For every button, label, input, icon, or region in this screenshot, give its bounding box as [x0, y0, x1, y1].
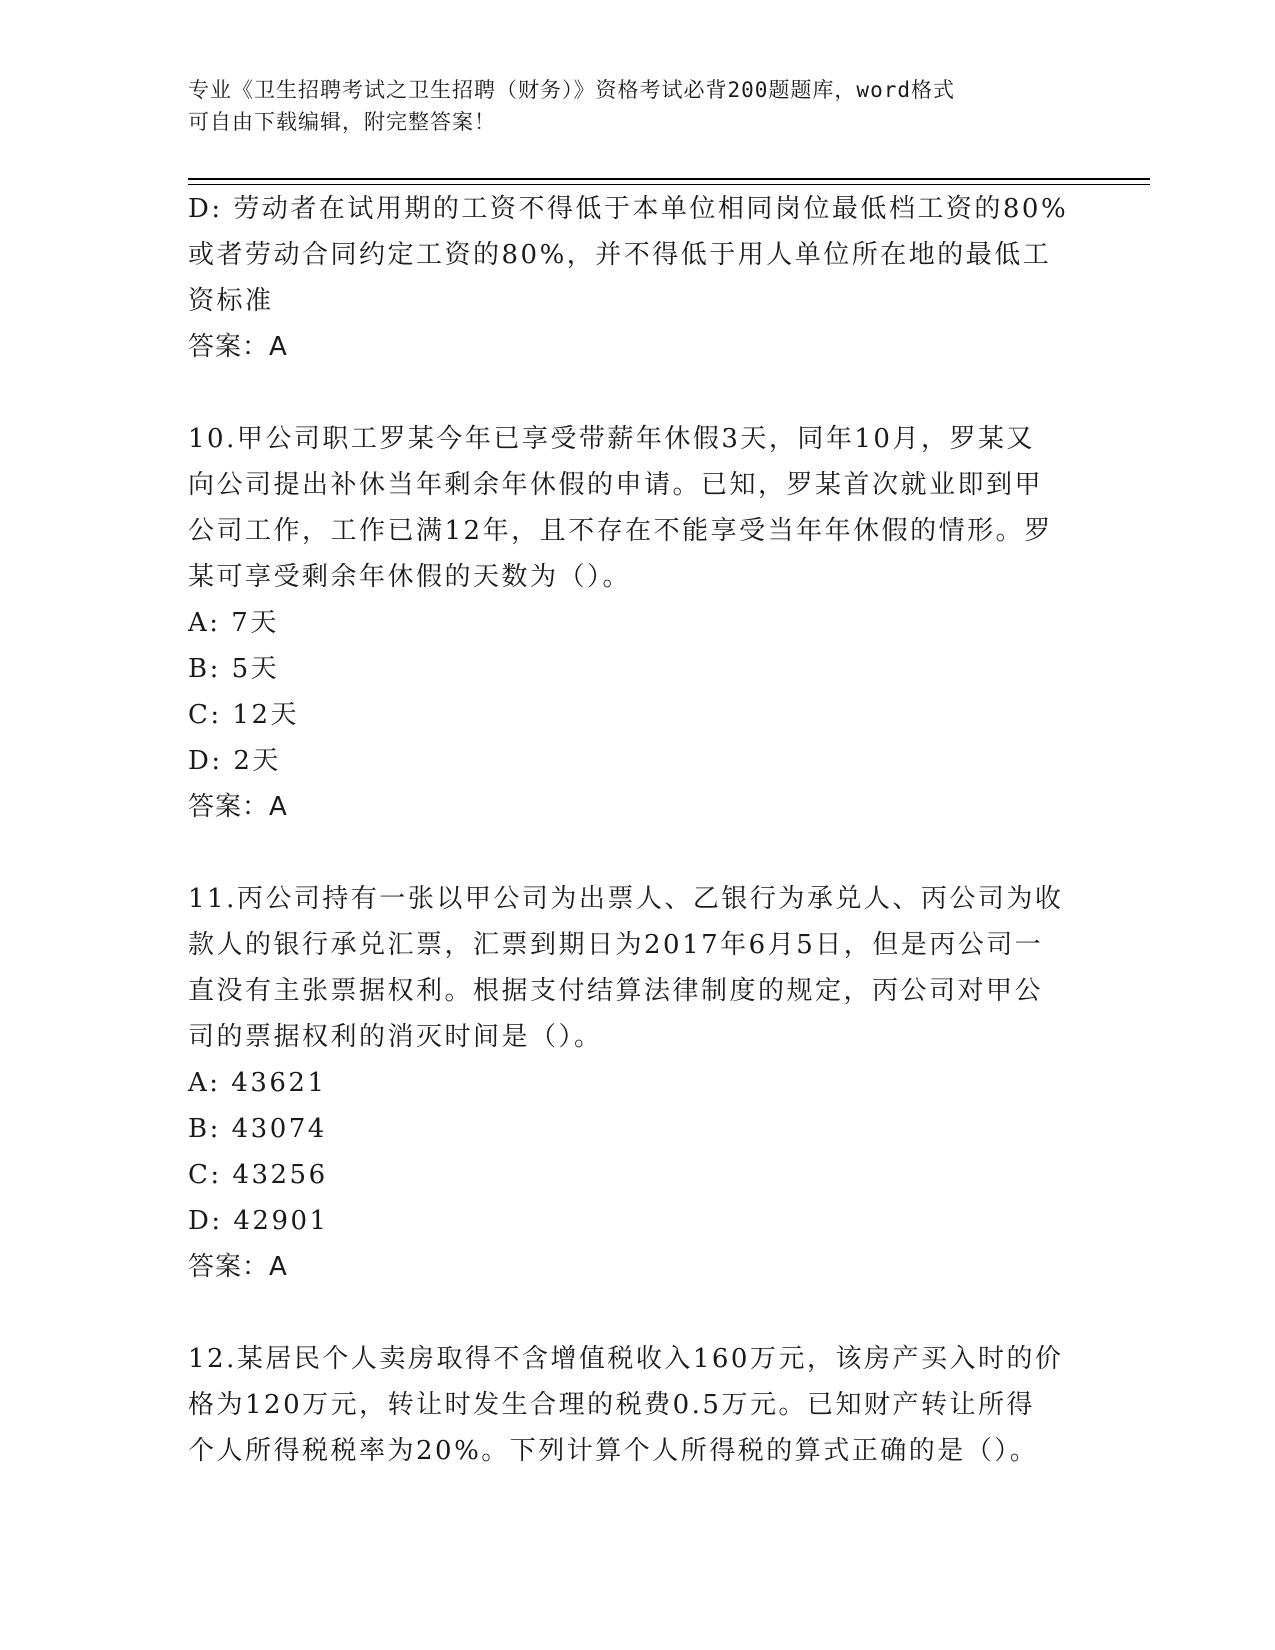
option-text-line: 资标准 — [188, 286, 274, 316]
question-stem-line: 款人的银行承兑汇票，汇票到期日为2017年6月5日，但是丙公司一 — [188, 930, 1044, 960]
header-divider-thick — [188, 178, 1150, 180]
question-stem-line: 11.丙公司持有一张以甲公司为出票人、乙银行为承兑人、丙公司为收 — [188, 884, 1064, 914]
question-12 — [188, 1336, 1088, 1474]
spacer — [188, 1290, 1088, 1336]
question-stem-line: 某可享受剩余年休假的天数为（）。 — [188, 562, 632, 592]
option-d: D: 42901 — [188, 1206, 329, 1236]
question-9-continuation — [188, 186, 1088, 370]
answer-line: 答案：A — [188, 792, 288, 822]
option-a: A: 7天 — [188, 608, 279, 638]
question-stem-line: 10.甲公司职工罗某今年已享受带薪年休假3天，同年10月，罗某又 — [188, 424, 1035, 454]
question-stem-line: 直没有主张票据权利。根据支付结算法律制度的规定，丙公司对甲公 — [188, 976, 1044, 1006]
option-c: C: 12天 — [188, 700, 300, 730]
question-stem-line: 12.某居民个人卖房取得不含增值税收入160万元，该房产买入时的价 — [188, 1344, 1064, 1374]
spacer — [188, 830, 1088, 876]
header-line-1: 专业《卫生招聘考试之卫生招聘（财务）》资格考试必背200题题库，word格式 — [188, 78, 955, 102]
option-text-line: 或者劳动合同约定工资的80%，并不得低于用人单位所在地的最低工 — [188, 240, 1052, 270]
question-stem-line: 司的票据权利的消灭时间是（）。 — [188, 1022, 603, 1052]
spacer — [188, 370, 1088, 416]
option-c: C: 43256 — [188, 1160, 328, 1190]
question-stem-line: 个人所得税税率为20%。下列计算个人所得税的算式正确的是（）。 — [188, 1436, 1039, 1466]
document-header — [188, 74, 1068, 138]
option-b: B: 5天 — [188, 654, 280, 684]
option-d: D: 2天 — [188, 746, 281, 776]
question-10 — [188, 416, 1088, 830]
question-11 — [188, 876, 1088, 1290]
option-text-line: D: 劳动者在试用期的工资不得低于本单位相同岗位最低档工资的80% — [188, 194, 1069, 224]
option-a: A: 43621 — [188, 1068, 327, 1098]
header-divider-thin — [188, 184, 1150, 185]
answer-line: 答案：A — [188, 1252, 288, 1282]
question-stem-line: 公司工作，工作已满12年，且不存在不能享受当年年休假的情形。罗 — [188, 516, 1053, 546]
option-b: B: 43074 — [188, 1114, 327, 1144]
header-line-2: 可自由下载编辑，附完整答案！ — [188, 110, 496, 134]
answer-line: 答案：A — [188, 332, 288, 362]
question-stem-line: 向公司提出补休当年剩余年休假的申请。已知，罗某首次就业即到甲 — [188, 470, 1044, 500]
question-stem-line: 格为120万元，转让时发生合理的税费0.5万元。已知财产转让所得 — [188, 1390, 1035, 1420]
document-body — [188, 186, 1088, 1474]
